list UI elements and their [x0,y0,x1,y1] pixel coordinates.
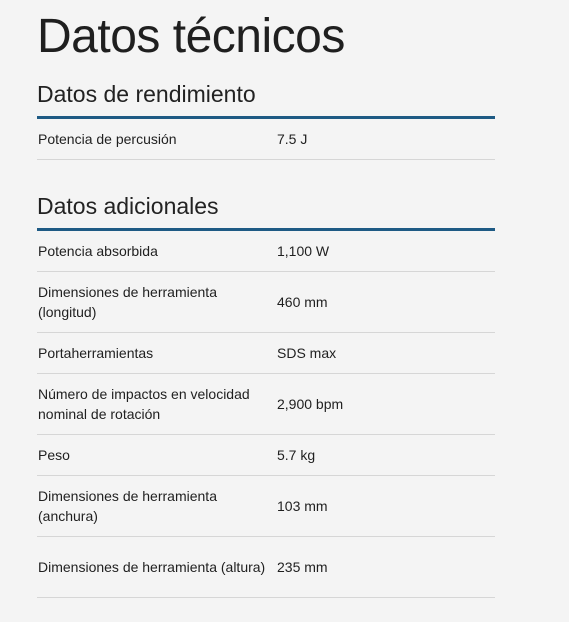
section-title-performance: Datos de rendimiento [37,81,256,107]
page-title: Datos técnicos [37,10,345,63]
spec-value: 235 mm [277,559,328,575]
spec-row [37,435,495,476]
spec-row [37,119,495,160]
spec-value: 5.7 kg [277,447,316,463]
spec-label: Portaherramientas [38,345,154,361]
spec-row [37,476,495,537]
spec-label: Potencia de percusión [38,131,177,147]
spec-label: Dimensiones de herramienta (longitud) [38,284,217,320]
spec-value: 1,100 W [277,243,330,259]
spec-row [37,231,495,272]
spec-value: 460 mm [277,294,328,310]
spec-value: 103 mm [277,498,328,514]
spec-label: Peso [38,447,70,463]
section-title-additional: Datos adicionales [37,193,219,219]
spec-value: 7.5 J [277,131,308,147]
spec-label: Número de impactos en velocidad nominal de rotación [38,386,250,422]
spec-value: 2,900 bpm [277,396,344,412]
spec-row [37,333,495,374]
spec-row [37,374,495,435]
spec-row [37,537,495,598]
spec-row [37,272,495,333]
spec-value: SDS max [277,345,337,361]
additional-section [37,192,495,598]
performance-section [37,80,495,160]
spec-label: Potencia absorbida [38,243,158,259]
spec-label: Dimensiones de herramienta (altura) [38,559,266,575]
spec-label: Dimensiones de herramienta (anchura) [38,488,217,524]
